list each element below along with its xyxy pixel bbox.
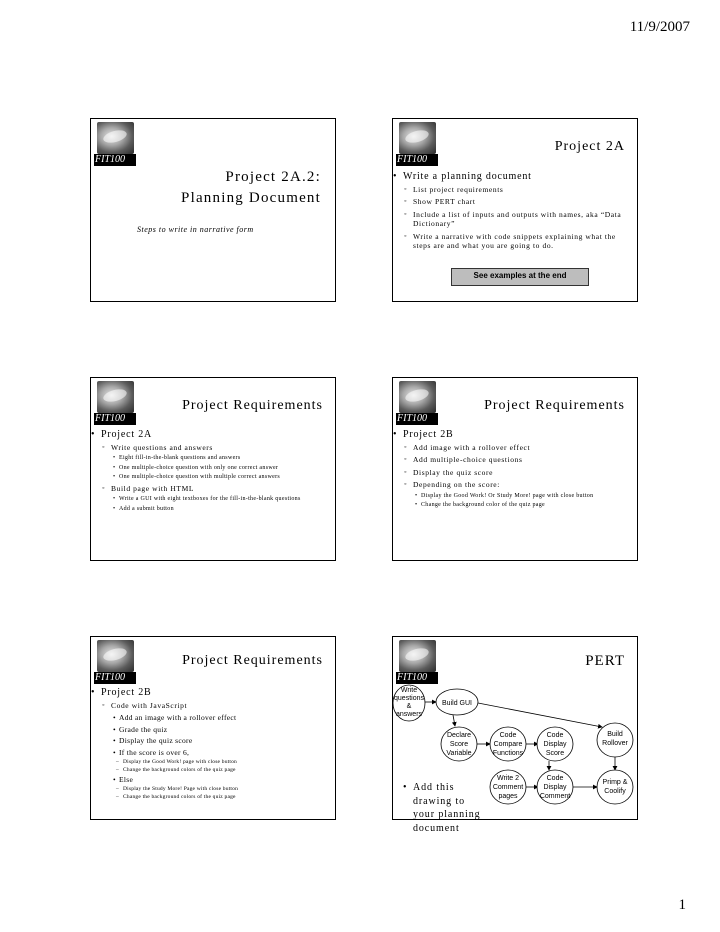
node-build-gui [436,689,478,715]
slide-title-text: Project 2A [554,139,625,154]
sub-item: ◦ Build page with HTML [91,484,327,493]
node-text: Display [543,741,567,748]
node-text: Code [499,732,517,739]
slide-pert [392,636,638,834]
node-text: Build [607,731,623,738]
slide-main-title [181,167,321,209]
node-display-score [537,727,573,761]
fit100-logo [94,122,136,166]
bullet-item: • Write a planning document [393,171,629,182]
pert-instruction: • Add this drawing to your planning document [403,781,485,835]
sub-sub-item: • Change the background color of the quiz page [393,502,629,510]
sub-item: ◦ Write questions and answers [91,443,327,452]
node-text: Code [546,775,564,782]
logo-label: FIT100 [94,413,136,425]
fit100-logo [94,381,136,425]
node-text: Write [400,687,418,694]
node-text: Functions [492,750,524,757]
sub-sub-item: • One multiple-choice question with multiple correct answers [91,474,327,482]
logo-label: FIT100 [94,672,136,684]
sub-item: ◦ Depending on the score: [393,480,629,489]
sub-item: ◦ Include a list of inputs and outputs with names, aka “Data Dictionary” [393,210,629,229]
detail-item: – Change the background colors of the quiz page [91,794,327,800]
sub-item: ◦ Display the quiz score [393,468,629,477]
node-primp-coolify [597,770,633,804]
bullet-item: • Project 2B [91,687,327,698]
slide-subtitle: Steps to write in narrative form [137,225,254,234]
node-text: pages [498,793,518,800]
detail-item: – Display the Study More! Page with close button [91,786,327,792]
node-text: Score [545,750,565,757]
sub-sub-item: • If the score is over 6, [91,748,327,757]
detail-item: – Display the Good Work! page with close button [91,759,327,765]
node-compare-functions [490,727,526,761]
edge-line [478,703,602,727]
slide-requirements-2b-js [90,636,336,820]
sub-sub-item: • Write a GUI with eight textboxes for the fill-in-the-blank questions [91,496,327,504]
detail-item: – Change the background colors of the quiz page [91,767,327,773]
logo-label: FIT100 [396,672,438,684]
slide-requirements-2b [392,377,638,561]
bullet-item: • Project 2A [91,429,327,440]
node-write-questions [393,685,425,721]
fit100-logo [94,640,136,684]
sub-item: ◦ Add multiple-choice questions [393,455,629,464]
slide-title-text: PERT [585,653,625,669]
node-text: & [406,703,412,710]
sub-sub-item: • Display the quiz score [91,736,327,745]
node-text: Declare [446,732,472,739]
edge-line [453,715,455,726]
page-date: 11/9/2007 [629,19,690,35]
cloud-image-icon [399,381,436,413]
node-text: Build GUI [442,700,472,707]
node-text: questions [394,695,424,702]
node-declare-score [441,727,477,761]
sub-sub-item: • Display the Good Work! Or Study More! page with close button [393,493,629,501]
node-text: Write 2 [496,775,520,782]
sub-item: ◦ Code with JavaScript [91,701,327,710]
logo-label: FIT100 [94,154,136,166]
node-text: Variable [446,750,472,757]
slide-title-text: Project Requirements [484,398,625,413]
node-text: Comment [539,793,571,800]
see-examples-button[interactable]: See examples at the end [451,268,589,286]
node-text: Display [543,784,567,791]
cloud-image-icon [399,122,436,154]
node-text: Code [546,732,564,739]
node-text: Coolify [604,788,626,795]
sub-sub-item: • Add a submit button [91,506,327,514]
cloud-image-icon [97,122,134,154]
node-text: Score [449,741,469,748]
page-number: 1 [678,897,686,913]
node-text: Comment [492,784,524,791]
logo-label: FIT100 [396,154,438,166]
logo-label: FIT100 [396,413,438,425]
node-text: Rollover [602,740,628,747]
node-comment-pages [490,770,526,804]
bullet-item: • Project 2B [393,429,629,440]
sub-sub-item: • Eight fill-in-the-blank questions and answers [91,455,327,463]
sub-sub-item: • Add an image with a rollover effect [91,713,327,722]
node-display-comment [537,770,573,804]
sub-sub-item: • Grade the quiz [91,725,327,734]
slide-requirements-2a [90,377,336,561]
node-build-rollover [597,723,633,757]
sub-item: ◦ Add image with a rollover effect [393,443,629,452]
cloud-image-icon [97,381,134,413]
slide-title [90,118,336,302]
sub-item: ◦ Write a narrative with code snippets explaining what the steps are and what you are going to do. [393,232,629,251]
sub-item: ◦ Show PERT chart [393,197,629,206]
title-line-1: Project 2A.2: [225,169,321,185]
fit100-logo [396,381,438,425]
slide-title-text: Project Requirements [182,653,323,668]
slide-project-2a [392,118,638,302]
cloud-image-icon [97,640,134,672]
fit100-logo [396,122,438,166]
node-text: Primp & [602,779,628,786]
node-text: answers [395,711,423,718]
sub-item: ◦ List project requirements [393,185,629,194]
sub-sub-item: • One multiple-choice question with only one correct answer [91,465,327,473]
sub-sub-item: • Else [91,775,327,784]
node-text: Compare [493,741,523,748]
slide-title-text: Project Requirements [182,398,323,413]
title-line-2: Planning Document [181,190,321,206]
